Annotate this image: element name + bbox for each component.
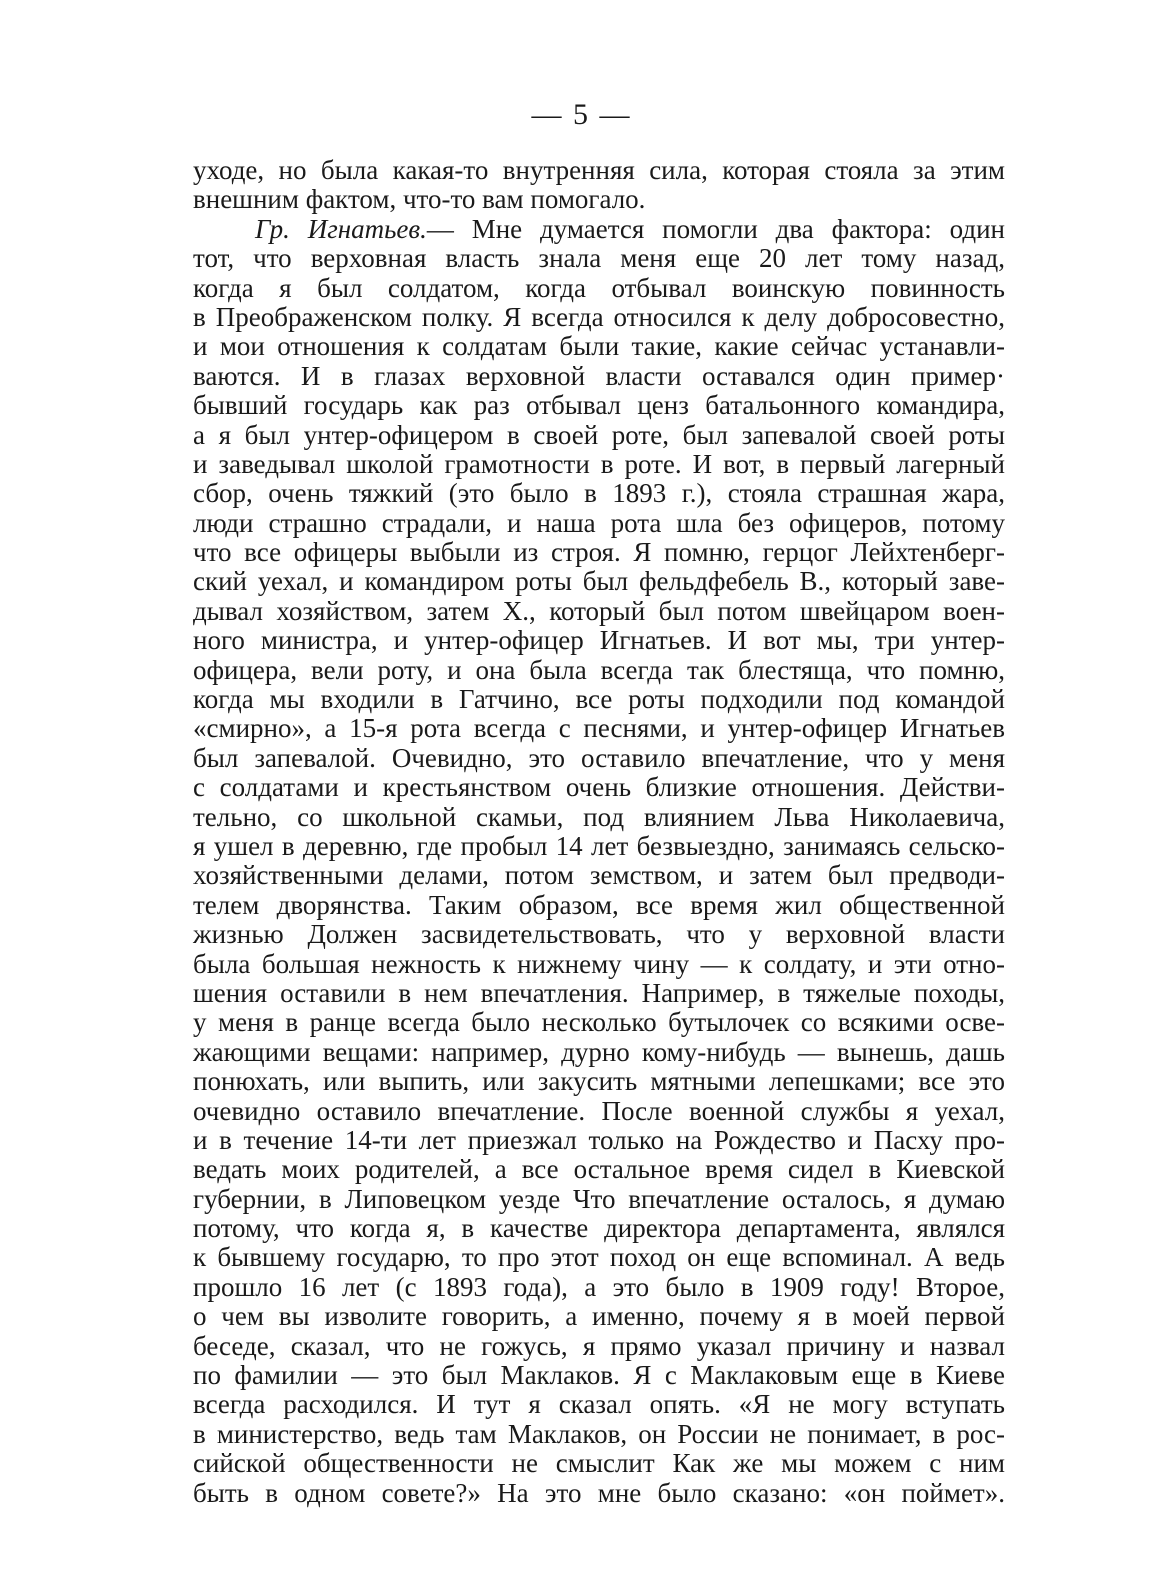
- speaker-line: [193, 215, 1005, 244]
- text-line: «смирно», а 15-я рота всегда с песнями, и унтер-офицер Игнатьев: [193, 713, 1005, 744]
- body-text: [193, 156, 1005, 1508]
- text-line: ваются. И в глазах верховной власти оставался один пример·: [193, 360, 1005, 391]
- text-line: ного министра, и унтер-офицер Игнатьев. И вот мы, три унтер-: [193, 625, 1005, 656]
- text-line: люди страшно страдали, и наша рота шла без офицеров, потому: [193, 507, 1005, 538]
- text-line: сийской общественности не смыслит Как же мы можем с ним: [193, 1448, 1005, 1479]
- text-line: понюхать, или выпить, или закусить мятными лепешками; все это: [193, 1066, 1005, 1097]
- text-line: был запевалой. Очевидно, это оставило впечатление, что у меня: [193, 742, 1005, 773]
- text-line: была большая нежность к нижнему чину — к солдату, и эти отно-: [193, 948, 1005, 979]
- text-line: я ушел в деревню, где пробыл 14 лет безвыездно, занимаясь сельско-: [193, 830, 1005, 861]
- text-line: о чем вы изволите говорить, а именно, почему я в моей первой: [193, 1301, 1005, 1332]
- text-line: ведать моих родителей, а все остальное время сидел в Киевской: [193, 1154, 1005, 1185]
- text-line: и мои отношения к солдатам были такие, какие сейчас устанавли-: [193, 331, 1005, 362]
- text-line: и в течение 14-ти лет приезжал только на Рождество и Пасху про-: [193, 1124, 1005, 1155]
- text-line: беседе, сказал, что не гожусь, я прямо указал причину и назвал: [193, 1330, 1005, 1361]
- text-line: по фамилии — это был Маклаков. Я с Маклаковым еще в Киеве: [193, 1360, 1005, 1391]
- text-line: губернии, в Липовецком уезде Что впечатление осталось, я думаю: [193, 1183, 1005, 1214]
- text-line: дывал хозяйством, затем Х., который был потом швейцаром воен-: [193, 595, 1005, 626]
- text-line: когда я был солдатом, когда отбывал воинскую повинность: [193, 272, 1005, 303]
- text-line: с солдатами и крестьянством очень близкие отношения. Действи-: [193, 772, 1005, 803]
- text-line: шения оставили в нем впечатления. Например, в тяжелые походы,: [193, 977, 1005, 1008]
- text-line: прошло 16 лет (с 1893 года), а это было в 1909 году! Второе,: [193, 1271, 1005, 1302]
- text-line: к бывшему государю, то про этот поход он еще вспоминал. А ведь: [193, 1242, 1005, 1273]
- text-line: в Преображенском полку. Я всегда относился к делу добросовестно,: [193, 301, 1005, 332]
- text-line: тельно, со школьной скамьи, под влиянием Льва Николаевича,: [193, 801, 1005, 832]
- text-line: тот, что верховная власть знала меня еще 20 лет тому назад,: [193, 243, 1005, 274]
- text-line: сбор, очень тяжкий (это было в 1893 г.), стояла страшная жара,: [193, 478, 1005, 509]
- text-line: бывший государь как раз отбывал ценз батальонного командира,: [193, 390, 1005, 421]
- text-line: жизнью Должен засвидетельствовать, что у верховной власти: [193, 919, 1005, 950]
- text-line: уходе, но была какая-то внутренняя сила, которая стояла за этим: [193, 155, 1005, 185]
- text-line: очевидно оставило впечатление. После военной службы я уехал,: [193, 1095, 1005, 1126]
- text-line: потому, что когда я, в качестве директора департамента, являлся: [193, 1213, 1005, 1244]
- text-line: быть в одном совете?» На это мне было сказано: «он поймет».: [193, 1477, 1005, 1508]
- text-line: телем дворянства. Таким образом, все время жил общественной: [193, 889, 1005, 920]
- text-line: ский уехал, и командиром роты был фельдфебель В., который заве-: [193, 566, 1005, 597]
- page-number: — 5 —: [531, 98, 632, 131]
- text-line: внешним фактом, что-то вам помогало.: [193, 184, 646, 215]
- text-line: а я был унтер-офицером в своей роте, был запевалой своей роты: [193, 419, 1005, 450]
- text-line: и заведывал школой грамотности в роте. И вот, в первый лагерный: [193, 448, 1005, 479]
- text-line: всегда расходился. И тут я сказал опять. «Я не могу вступать: [193, 1389, 1005, 1420]
- text-line: офицера, вели роту, и она была всегда так блестяща, что помню,: [193, 654, 1005, 685]
- text-line: у меня в ранце всегда было несколько бутылочек со всякими осве-: [193, 1007, 1005, 1038]
- text-line: что все офицеры выбыли из строя. Я помню, герцог Лейхтенберг-: [193, 537, 1005, 568]
- text-line: когда мы входили в Гатчино, все роты подходили под командой: [193, 684, 1005, 715]
- text-line: хозяйственными делами, потом земством, и затем был предводи-: [193, 860, 1005, 891]
- text-fragment: — Мне думается помогли два фактора: один: [426, 213, 1005, 244]
- speaker-name: Гр. Игнатьев.: [255, 213, 427, 244]
- text-line: в министерство, ведь там Маклаков, он России не понимает, в рос-: [193, 1418, 1005, 1449]
- text-line: жающими вещами: например, дурно кому-нибудь — вынешь, дашь: [193, 1036, 1005, 1067]
